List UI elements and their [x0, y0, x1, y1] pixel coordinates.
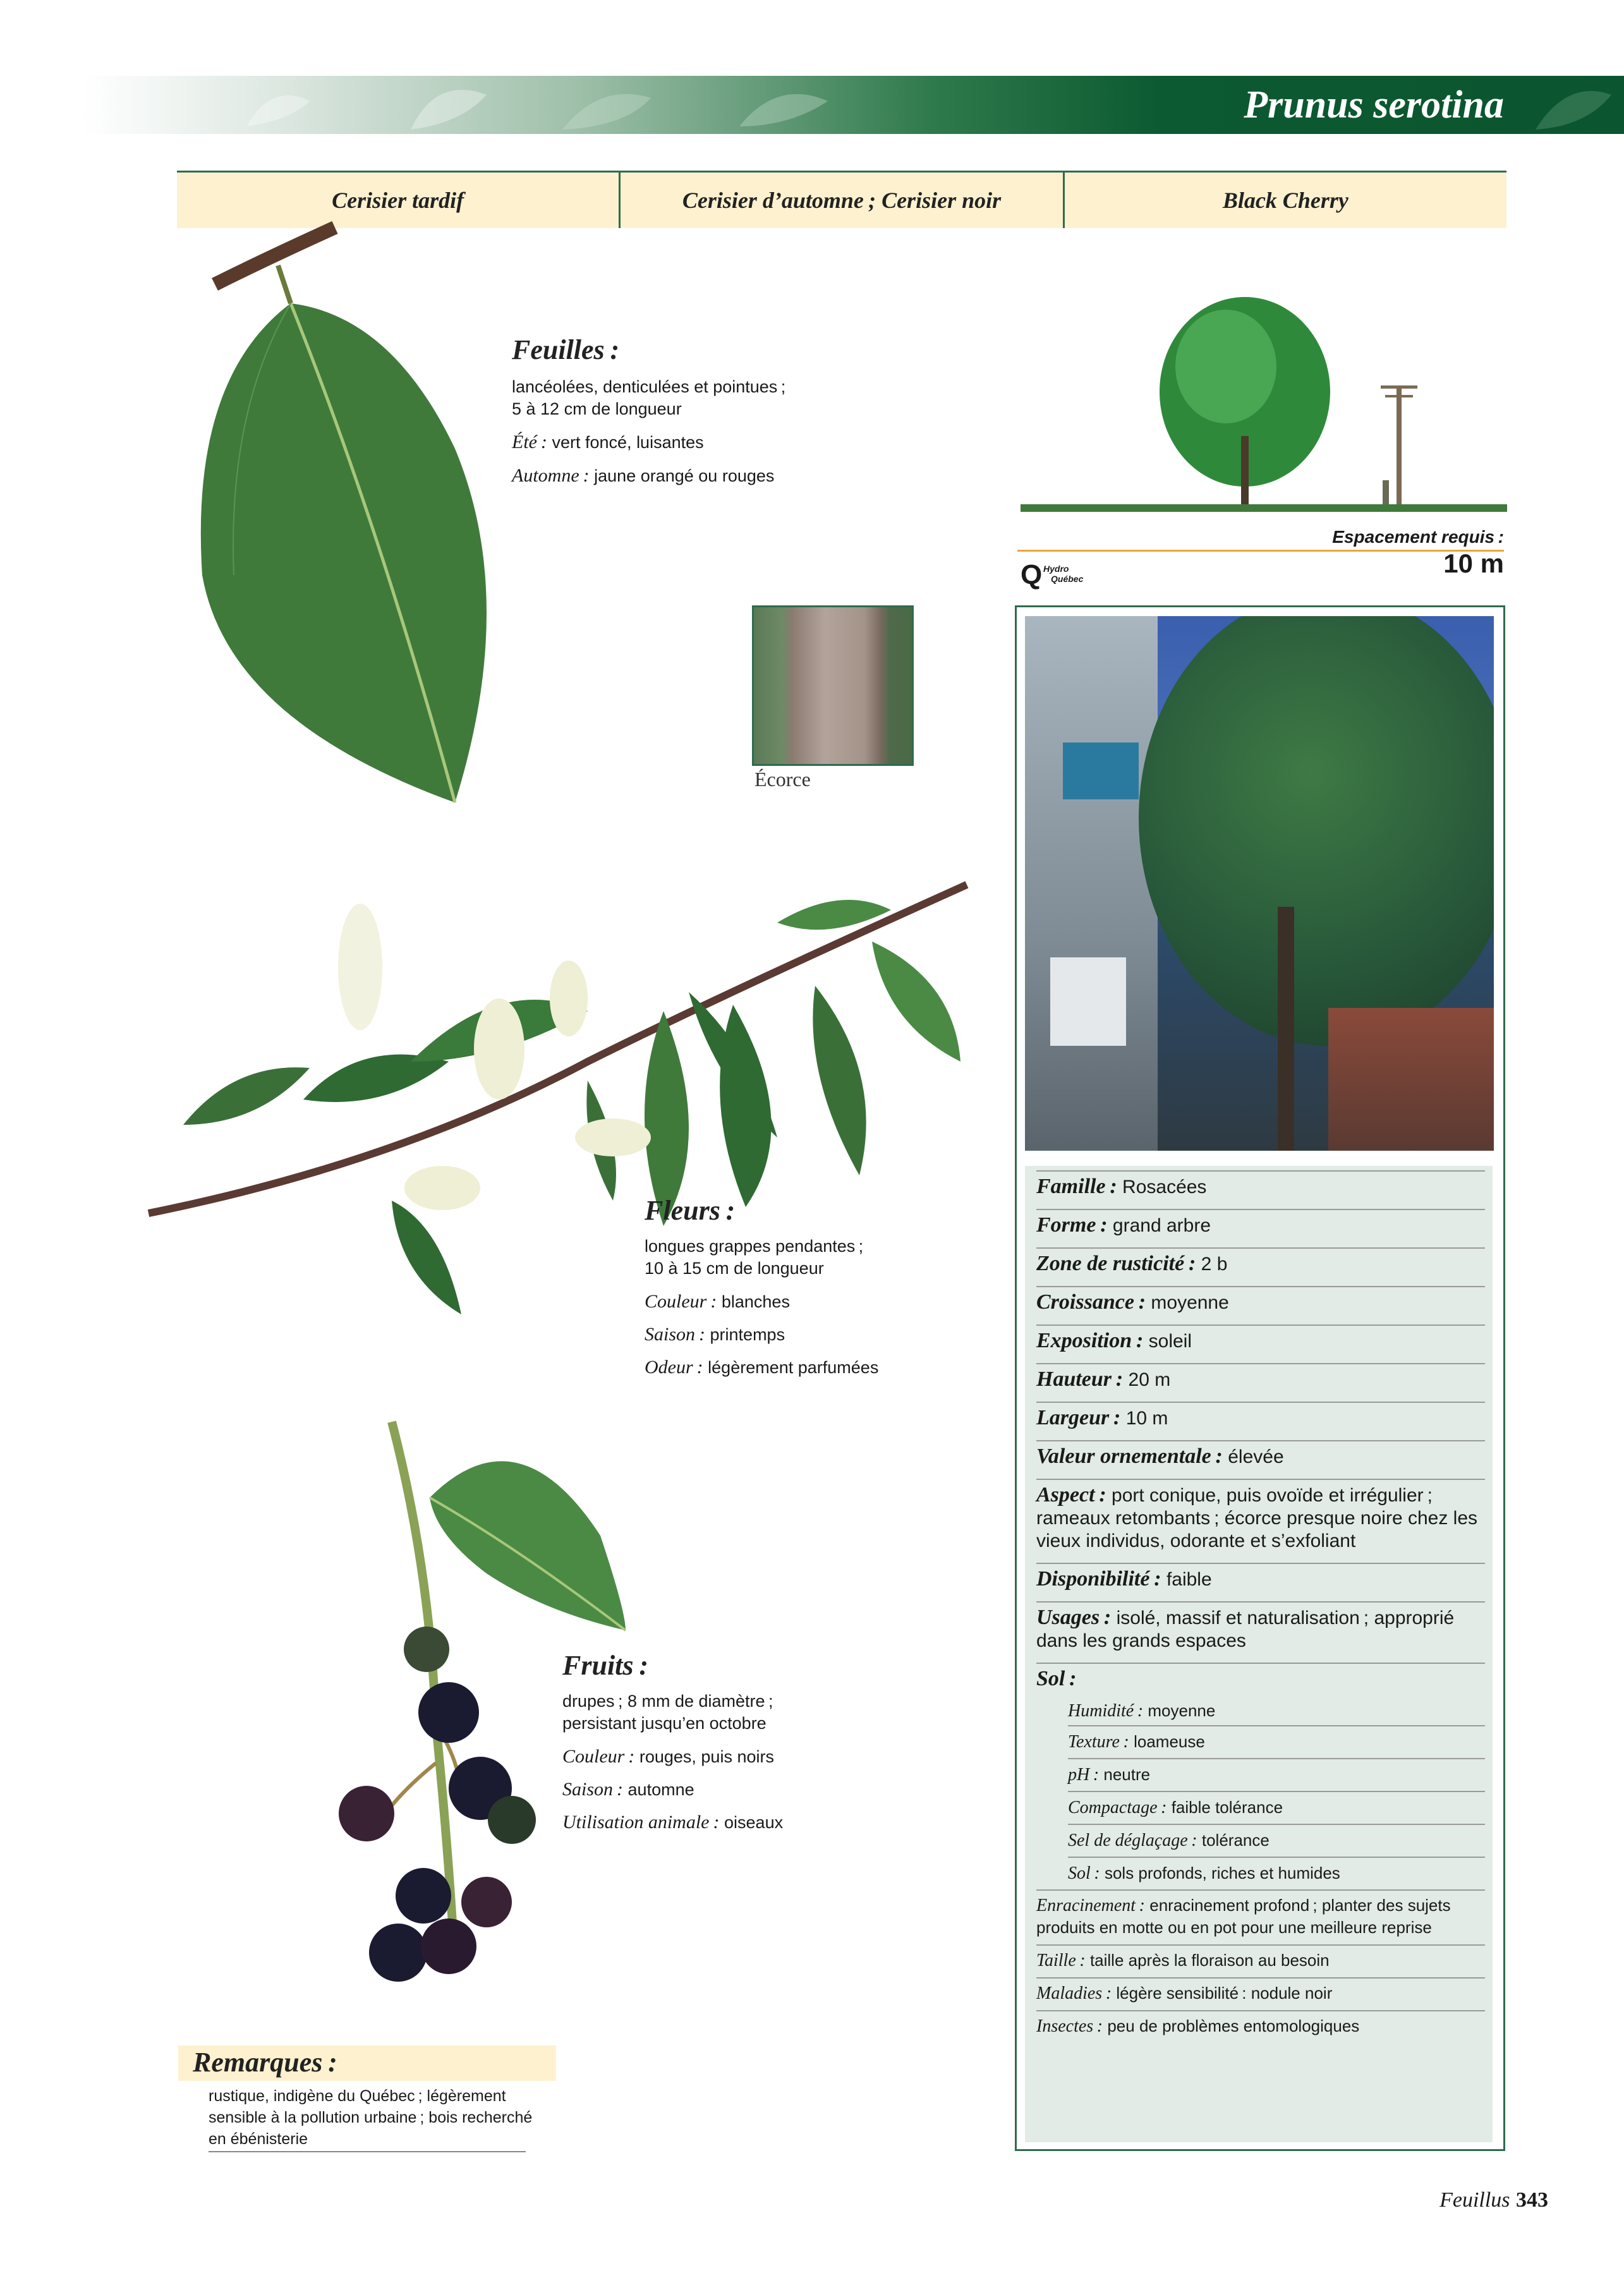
- fruits-saison-label: Saison :: [562, 1779, 624, 1800]
- page-footer: [1439, 2188, 1548, 2212]
- fleurs-desc-2: 10 à 15 cm de longueur: [645, 1259, 824, 1278]
- common-names-row: [177, 171, 1506, 228]
- fleurs-saison-value: printemps: [710, 1325, 785, 1344]
- spec-zone: Zone de rusticité : 2 b: [1036, 1247, 1485, 1276]
- spec-exposition: Exposition : soleil: [1036, 1324, 1485, 1353]
- spec-hauteur: Hauteur : 20 m: [1036, 1363, 1485, 1391]
- spec-insectes: Insectes : peu de problèmes entomologiques: [1036, 2010, 1485, 2037]
- fleurs-saison-label: Saison :: [645, 1324, 706, 1345]
- fruits-saison-value: automne: [627, 1780, 694, 1799]
- spec-ph: pH : neutre: [1068, 1758, 1485, 1786]
- fleurs-couleur-label: Couleur :: [645, 1291, 717, 1312]
- spec-famille: Famille : Rosacées: [1036, 1170, 1485, 1199]
- remarques-line-1: rustique, indigène du Québec ; légèrement: [209, 2087, 506, 2105]
- spec-forme: Forme : grand arbre: [1036, 1209, 1485, 1237]
- automne-value: jaune orangé ou rouges: [594, 466, 775, 485]
- remarques-line-3: en ébénisterie: [209, 2130, 308, 2148]
- spacing-divider: [1017, 550, 1504, 552]
- remarques-title: Remarques :: [193, 2047, 337, 2078]
- leaf-illustration: [190, 221, 518, 809]
- name-french-2: Cerisier d’automne ; Cerisier noir: [619, 173, 1062, 228]
- spec-humidite: Humidité : moyenne: [1068, 1701, 1216, 1721]
- spec-croissance: Croissance : moyenne: [1036, 1286, 1485, 1314]
- page-number: 343: [1516, 2188, 1548, 2212]
- fruits-couleur-value: rouges, puis noirs: [639, 1747, 774, 1766]
- bark-caption: Écorce: [754, 768, 811, 791]
- spec-taille: Taille : taille après la floraison au besoin: [1036, 1944, 1485, 1972]
- fruits-desc-2: persistant jusqu’en octobre: [562, 1714, 767, 1733]
- spec-aspect: Aspect : port conique, puis ovoïde et irrégulier ; rameaux retombants ; écorce presque noire chez les vieux individus, odorante et s’exfoliant: [1036, 1479, 1485, 1553]
- feuilles-title: Feuilles :: [512, 334, 620, 365]
- spec-texture: Texture : loameuse: [1068, 1725, 1485, 1754]
- spec-largeur: Largeur : 10 m: [1036, 1402, 1485, 1430]
- flower-branch-illustration: [145, 872, 992, 1340]
- spec-enracinement: Enracinement : enracinement profond ; planter des sujets produits en motte ou en pot pour une meilleure reprise: [1036, 1889, 1485, 1938]
- footer-section: Feuillus: [1439, 2188, 1510, 2212]
- spec-compactage: Compactage : faible tolérance: [1068, 1791, 1485, 1819]
- fruits-animale-label: Utilisation animale :: [562, 1812, 720, 1833]
- tree-size-diagram: [1017, 291, 1510, 518]
- fruits-desc-1: drupes ; 8 mm de diamètre ;: [562, 1692, 773, 1711]
- fruits-animale-value: oiseaux: [724, 1813, 784, 1832]
- spec-disponibilite: Disponibilité : faible: [1036, 1563, 1485, 1591]
- spec-sol-type: Sol : sols profonds, riches et humides: [1068, 1857, 1485, 1885]
- automne-label: Automne :: [512, 465, 590, 486]
- spec-sel-deglacage: Sel de déglaçage : tolérance: [1068, 1824, 1485, 1852]
- page-title: Prunus serotina: [1244, 83, 1504, 126]
- name-french-1: Cerisier tardif: [177, 173, 619, 228]
- spec-sol: Sol :: [1036, 1663, 1485, 1691]
- ete-label: Été :: [512, 432, 547, 452]
- fruits-couleur-label: Couleur :: [562, 1746, 635, 1767]
- spacing-label: Espacement requis :: [1332, 527, 1504, 547]
- fleurs-desc-1: longues grappes pendantes ;: [645, 1237, 864, 1256]
- spec-maladies: Maladies : légère sensibilité : nodule noir: [1036, 1977, 1485, 2004]
- bark-photo: [752, 605, 914, 766]
- feuilles-desc-1: lancéolées, denticulées et pointues ;: [512, 377, 786, 396]
- fleurs-odeur-label: Odeur :: [645, 1357, 703, 1378]
- remarques-line-2: sensible à la pollution urbaine ; bois recherché: [209, 2109, 533, 2126]
- fleurs-odeur-value: légèrement parfumées: [708, 1358, 879, 1377]
- fleurs-couleur-value: blanches: [721, 1292, 790, 1311]
- spec-usages: Usages : isolé, massif et naturalisation ; approprié dans les grands espaces: [1036, 1601, 1485, 1652]
- ete-value: vert foncé, luisantes: [552, 433, 704, 452]
- spec-valeur-ornementale: Valeur ornementale : élevée: [1036, 1440, 1485, 1469]
- name-english: Black Cherry: [1063, 173, 1506, 228]
- feuilles-desc-2: 5 à 12 cm de longueur: [512, 399, 682, 418]
- fruits-title: Fruits :: [562, 1650, 648, 1681]
- remarques-divider: [209, 2151, 526, 2152]
- spacing-value: 10 m: [1443, 549, 1504, 578]
- fleurs-title: Fleurs :: [645, 1195, 736, 1226]
- hydro-quebec-logo: Q Hydro Québec: [1021, 559, 1084, 590]
